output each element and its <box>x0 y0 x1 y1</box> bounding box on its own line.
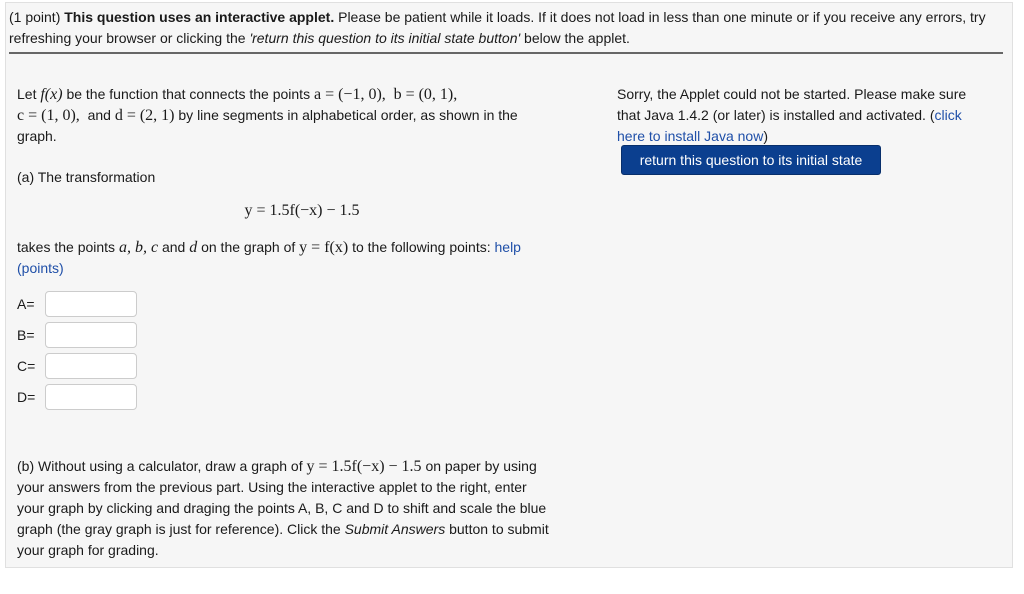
transformation-equation <box>17 200 587 221</box>
header-italic-text: 'return this question to its initial state button' <box>249 30 521 46</box>
install-java-link[interactable]: click <box>934 107 962 123</box>
answer-input-b[interactable] <box>45 322 137 348</box>
applet-msg-end: ) <box>763 128 768 144</box>
answer-row-c <box>17 353 137 379</box>
part-b-line-4 <box>17 519 549 540</box>
answer-input-c[interactable] <box>45 353 137 379</box>
part-a-line-2 <box>17 258 64 279</box>
answer-row-a <box>17 291 137 317</box>
point-a: a = (−1, 0), <box>313 86 386 103</box>
problem-header <box>9 7 1004 49</box>
intro-segments: by line segments in alphabetical order, as shown in the <box>178 107 518 123</box>
on-graph-text: on the graph of <box>201 239 296 255</box>
reset-question-button[interactable]: return this question to its initial state <box>621 145 881 175</box>
answer-label-b: B= <box>17 326 35 343</box>
part-b-on-paper: on paper by using <box>425 458 537 474</box>
install-java-link-continued[interactable]: here to install Java now <box>617 128 764 144</box>
part-b-intro: (b) Without using a calculator, draw a graph of <box>17 458 303 474</box>
takes-text: takes the points <box>17 239 116 255</box>
answer-input-a[interactable] <box>45 291 137 317</box>
part-a-line-1 <box>17 237 521 258</box>
submit-answers-reference: Submit Answers <box>344 521 446 537</box>
applet-msg-line-1: Sorry, the Applet could not be started. Please make sure <box>617 86 967 102</box>
answer-label-d: D= <box>17 388 36 405</box>
help-link[interactable]: help <box>494 239 521 255</box>
intro-line-3: graph. <box>17 128 57 144</box>
part-b-line-2: your answers from the previous part. Using the interactive applet to the right, enter <box>17 479 527 495</box>
and-text: and <box>161 239 186 255</box>
point-c: c = (1, 0), <box>17 107 80 124</box>
answer-label-a: A= <box>17 295 35 312</box>
part-b-click-text: graph (the gray graph is just for reference). Click the <box>17 521 341 537</box>
part-b-line-1 <box>17 456 537 477</box>
equation-text: y = 1.5f(−x) − 1.5 <box>244 202 360 219</box>
answer-label-c: C= <box>17 357 36 374</box>
answer-row-b <box>17 322 137 348</box>
part-b-equation: y = 1.5f(−x) − 1.5 <box>306 458 422 475</box>
intro-fx: f(x) <box>40 86 63 103</box>
to-points-text: to the following points: <box>352 239 491 255</box>
intro-line-1 <box>17 84 457 105</box>
intro-let: Let <box>17 86 37 102</box>
point-b: b = (0, 1), <box>393 86 458 103</box>
part-b-button-text: button to submit <box>449 521 549 537</box>
intro-and: and <box>87 107 111 123</box>
applet-msg-text: that Java 1.4.2 (or later) is installed and activated. ( <box>617 107 935 123</box>
header-divider <box>9 52 1003 54</box>
intro-line-2 <box>17 105 518 126</box>
part-b-line-3: your graph by clicking and draging the points A, B, C and D to shift and scale the blue <box>17 500 547 516</box>
points-help-link[interactable]: (points) <box>17 260 64 276</box>
header-tail: below the applet. <box>524 30 630 46</box>
applet-msg-line-3 <box>617 126 768 147</box>
points-value: (1 point) <box>9 9 61 25</box>
answer-input-d[interactable] <box>45 384 137 410</box>
y-fx: y = f(x) <box>299 239 349 256</box>
d-point: d <box>189 239 198 256</box>
header-bold-text: This question uses an interactive applet. <box>64 9 335 25</box>
abc-points: a, b, c <box>118 239 159 256</box>
part-a-label: (a) The transformation <box>17 169 156 185</box>
intro-connects: be the function that connects the points <box>66 86 311 102</box>
part-b-line-5: your graph for grading. <box>17 542 159 558</box>
answer-row-d <box>17 384 137 410</box>
point-d: d = (2, 1) <box>114 107 175 124</box>
header-text: Please be patient while it loads. If it does not load in less than one minute or if you receive any errors, try refreshing your browser or clicking the <box>9 9 986 46</box>
applet-msg-line-2 <box>617 105 962 126</box>
